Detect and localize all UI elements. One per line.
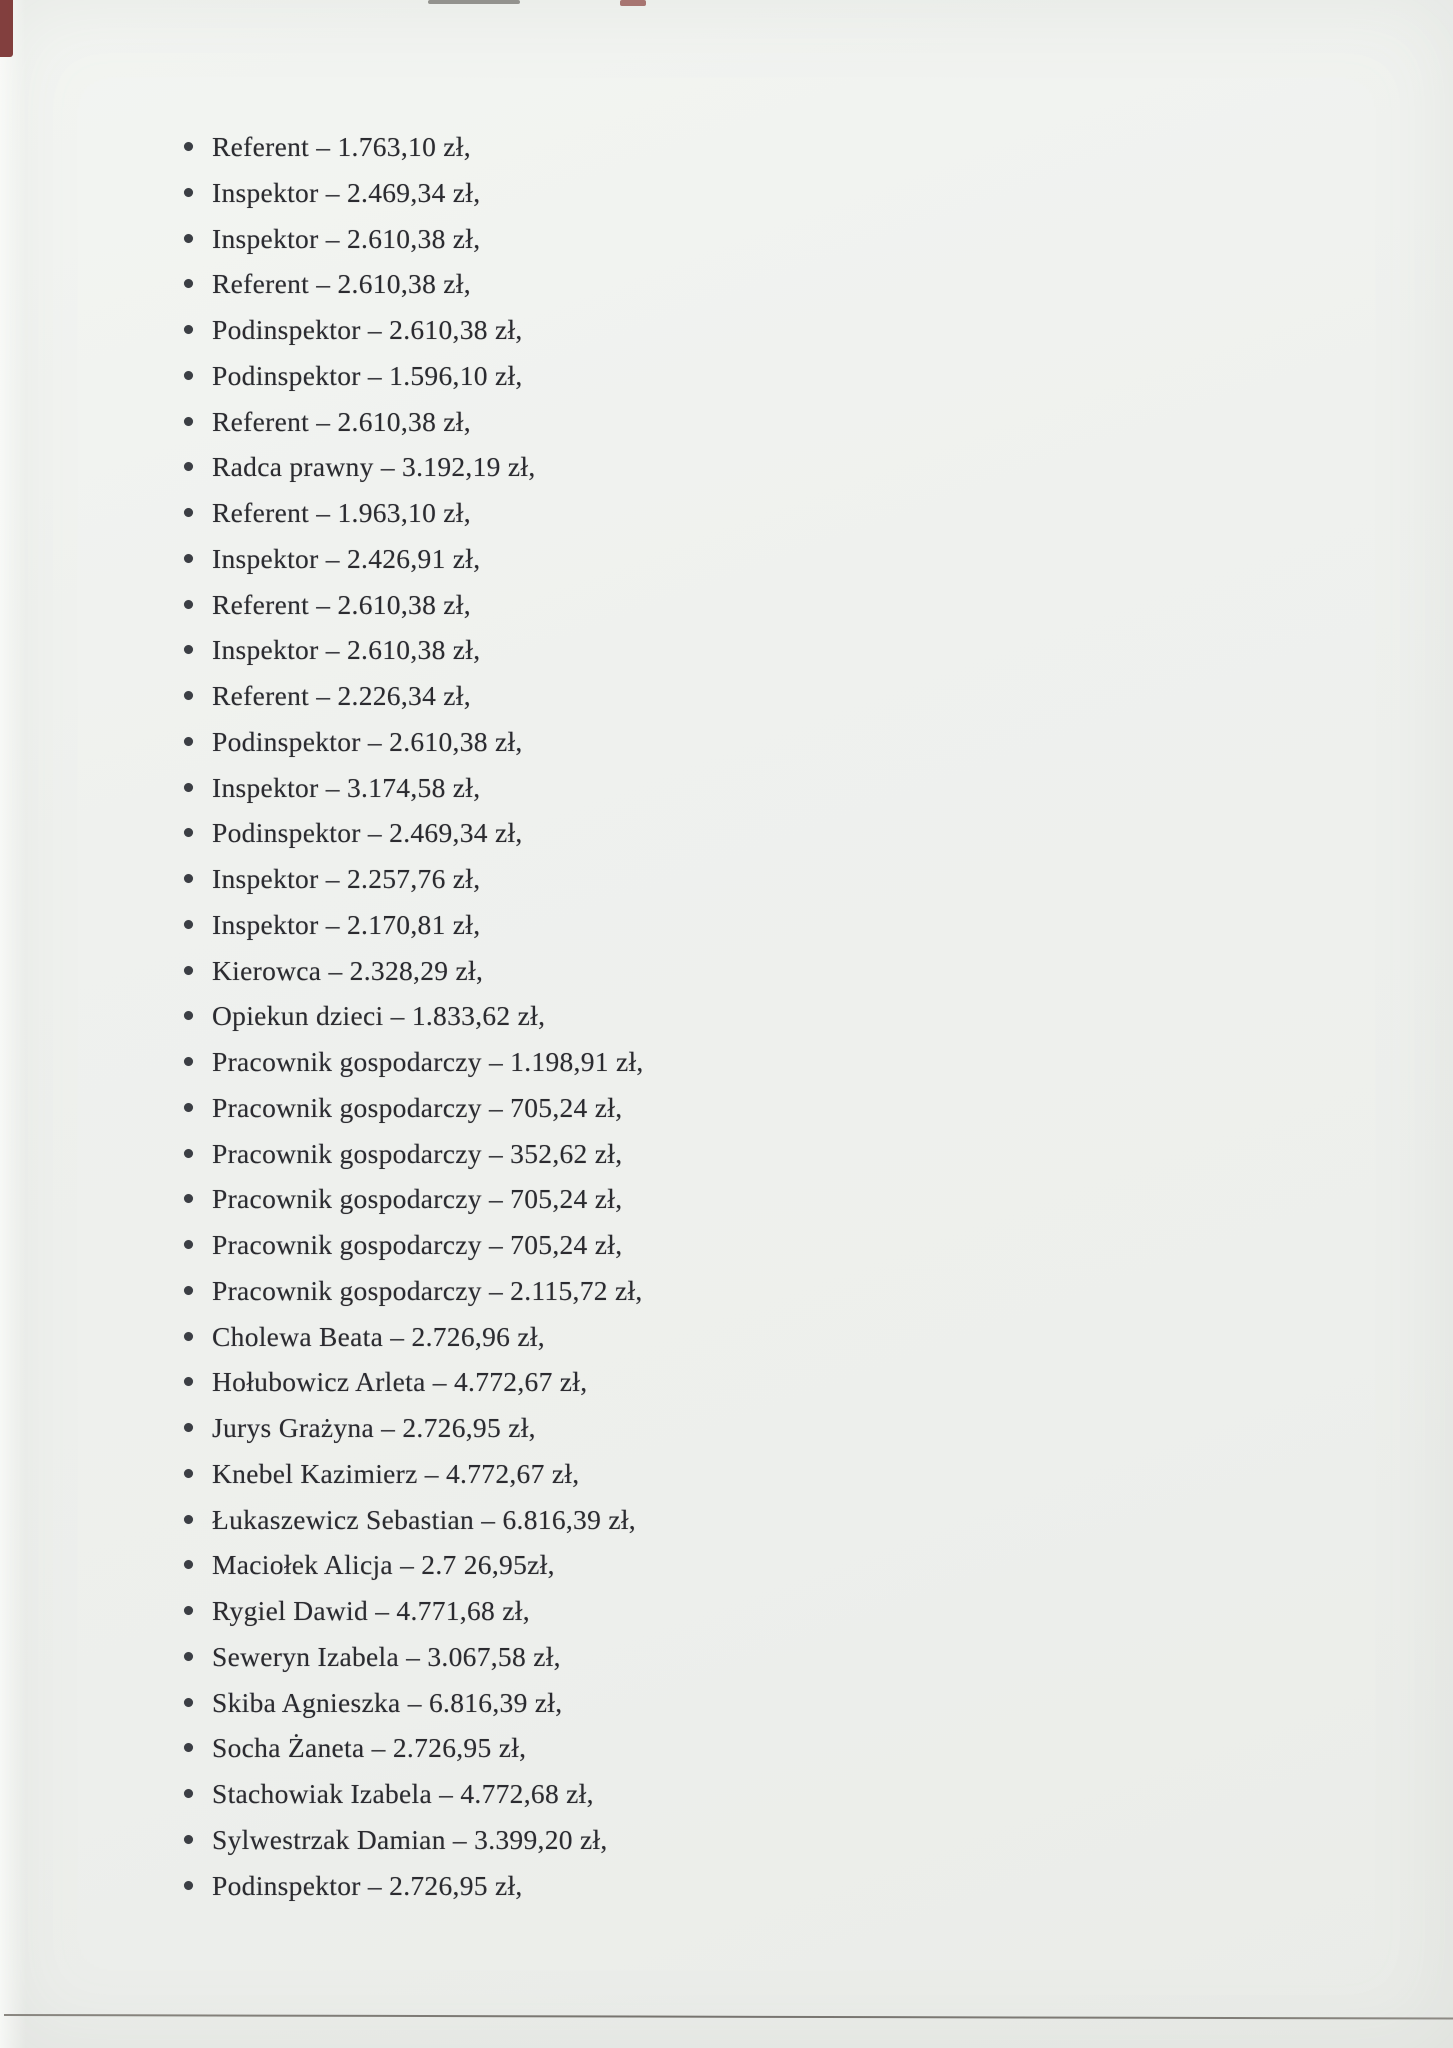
list-item: Łukaszewicz Sebastian – 6.816,39 zł, — [182, 1497, 644, 1543]
list-item: Podinspektor – 2.610,38 zł, — [182, 719, 644, 765]
scan-artifact-top-edge-red-dash — [620, 0, 646, 6]
scan-artifact-top-edge-dark-dash — [428, 0, 520, 4]
list-item: Jurys Grażyna – 2.726,95 zł, — [182, 1405, 644, 1451]
list-item: Socha Żaneta – 2.726,95 zł, — [182, 1725, 644, 1771]
scan-left-edge-highlight — [0, 0, 26, 2048]
list-item: Podinspektor – 2.726,95 zł, — [182, 1863, 644, 1909]
list-item: Seweryn Izabela – 3.067,58 zł, — [182, 1634, 644, 1680]
list-item: Kierowca – 2.328,29 zł, — [182, 948, 644, 994]
list-item: Pracownik gospodarczy – 1.198,91 zł, — [182, 1039, 644, 1085]
list-item: Inspektor – 2.610,38 zł, — [182, 216, 644, 262]
list-item: Sylwestrzak Damian – 3.399,20 zł, — [182, 1817, 644, 1863]
list-item: Pracownik gospodarczy – 705,24 zł, — [182, 1176, 644, 1222]
list-item: Inspektor – 2.426,91 zł, — [182, 536, 644, 582]
scan-artifact-top-left-mark — [0, 0, 13, 57]
footer-divider-line — [4, 2014, 1453, 2020]
list-item: Pracownik gospodarczy – 352,62 zł, — [182, 1131, 644, 1177]
list-item: Hołubowicz Arleta – 4.772,67 zł, — [182, 1359, 644, 1405]
list-item: Referent – 1.963,10 zł, — [182, 490, 644, 536]
list-item: Podinspektor – 2.610,38 zł, — [182, 307, 644, 353]
list-item: Referent – 2.610,38 zł, — [182, 399, 644, 445]
list-item: Pracownik gospodarczy – 705,24 zł, — [182, 1085, 644, 1131]
list-item: Opiekun dzieci – 1.833,62 zł, — [182, 993, 644, 1039]
list-item: Stachowiak Izabela – 4.772,68 zł, — [182, 1771, 644, 1817]
list-item: Inspektor – 2.469,34 zł, — [182, 170, 644, 216]
list-item: Referent – 2.610,38 zł, — [182, 261, 644, 307]
list-item: Referent – 2.226,34 zł, — [182, 673, 644, 719]
list-item: Referent – 2.610,38 zł, — [182, 582, 644, 628]
list-item: Radca prawny – 3.192,19 zł, — [182, 444, 644, 490]
list-item: Podinspektor – 2.469,34 zł, — [182, 810, 644, 856]
list-item: Rygiel Dawid – 4.771,68 zł, — [182, 1588, 644, 1634]
salary-list — [182, 124, 644, 1908]
list-item: Pracownik gospodarczy – 705,24 zł, — [182, 1222, 644, 1268]
list-item: Cholewa Beata – 2.726,96 zł, — [182, 1314, 644, 1360]
list-item: Inspektor – 2.257,76 zł, — [182, 856, 644, 902]
list-item: Maciołek Alicja – 2.7 26,95zł, — [182, 1542, 644, 1588]
list-item: Inspektor – 2.170,81 zł, — [182, 902, 644, 948]
list-item: Knebel Kazimierz – 4.772,67 zł, — [182, 1451, 644, 1497]
list-item: Podinspektor – 1.596,10 zł, — [182, 353, 644, 399]
list-item: Pracownik gospodarczy – 2.115,72 zł, — [182, 1268, 644, 1314]
list-item: Skiba Agnieszka – 6.816,39 zł, — [182, 1680, 644, 1726]
list-item: Inspektor – 2.610,38 zł, — [182, 627, 644, 673]
list-item: Inspektor – 3.174,58 zł, — [182, 765, 644, 811]
list-item: Referent – 1.763,10 zł, — [182, 124, 644, 170]
